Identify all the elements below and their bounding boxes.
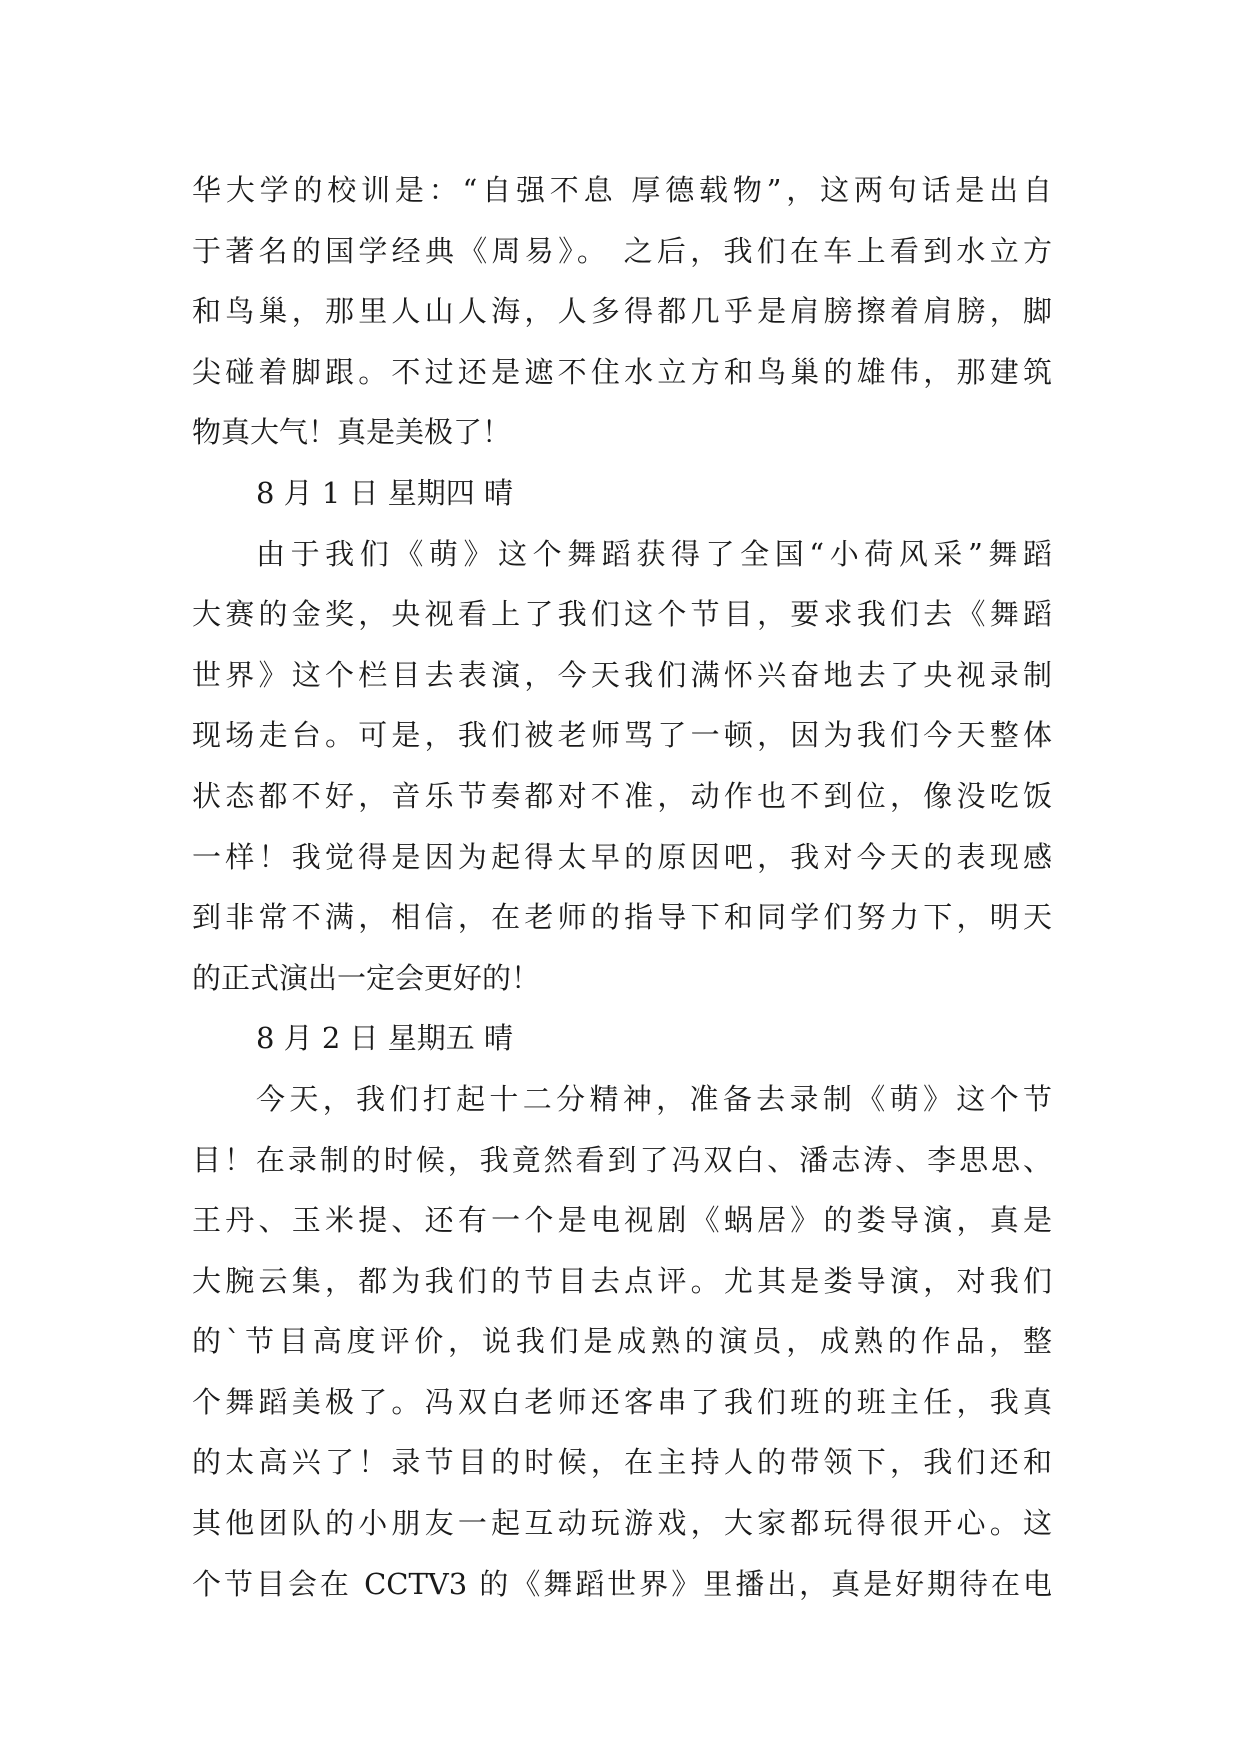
text-line: 状态都不好，音乐节奏都对不准，动作也不到位，像没吃饭: [192, 778, 1052, 813]
text-line: 尖碰着脚跟。不过还是遮不住水立方和鸟巢的雄伟，那建筑: [192, 354, 1052, 389]
paragraph-start: 今天，我们打起十二分精神，准备去录制《萌》这个节: [256, 1081, 1052, 1116]
text-line: 其他团队的小朋友一起互动玩游戏，大家都玩得很开心。这: [192, 1506, 1052, 1541]
text-line: 的太高兴了！录节目的时候，在主持人的带领下，我们还和: [192, 1445, 1052, 1480]
paragraph-start: 由于我们《萌》这个舞蹈获得了全国“小荷风采”舞蹈: [256, 536, 1052, 571]
text-line: 到非常不满，相信，在老师的指导下和同学们努力下，明天: [192, 900, 1052, 935]
text-line: 华大学的校训是：“自强不息 厚德载物”，这两句话是出自: [192, 173, 1052, 207]
text-line: 一样！我觉得是因为起得太早的原因吧，我对今天的表现感: [192, 839, 1052, 874]
text-line: 大赛的金奖，央视看上了我们这个节目，要求我们去《舞蹈: [192, 597, 1052, 632]
date-heading: 8 月 1 日 星期四 晴: [256, 475, 513, 510]
text-line: 大腕云集，都为我们的节目去点评。尤其是娄导演，对我们: [192, 1263, 1052, 1298]
text-line: 王丹、玉米提、还有一个是电视剧《蜗居》的娄导演，真是: [192, 1203, 1052, 1238]
text-line: 现场走台。可是，我们被老师骂了一顿，因为我们今天整体: [192, 718, 1052, 753]
text-line: 和鸟巢，那里人山人海，人多得都几乎是肩膀擦着肩膀，脚: [192, 294, 1052, 329]
date-heading: 8 月 2 日 星期五 晴: [256, 1021, 513, 1056]
text-line: 目！在录制的时候，我竟然看到了冯双白、潘志涛、李思思、: [192, 1142, 1052, 1177]
text-line: 的`节目高度评价，说我们是成熟的演员，成熟的作品，整: [192, 1324, 1052, 1359]
text-line: 个节目会在 CCTV3 的《舞蹈世界》里播出，真是好期待在电: [192, 1566, 1052, 1601]
text-line: 世界》这个栏目去表演，今天我们满怀兴奋地去了央视录制: [192, 657, 1052, 692]
text-line: 的正式演出一定会更好的！: [192, 960, 541, 995]
text-line: 物真大气！真是美极了！: [192, 415, 512, 450]
body-text: [192, 160, 1052, 1614]
text-line: 个舞蹈美极了。冯双白老师还客串了我们班的班主任，我真: [192, 1384, 1052, 1419]
text-line: 于著名的国学经典《周易》。 之后，我们在车上看到水立方: [192, 233, 1052, 268]
